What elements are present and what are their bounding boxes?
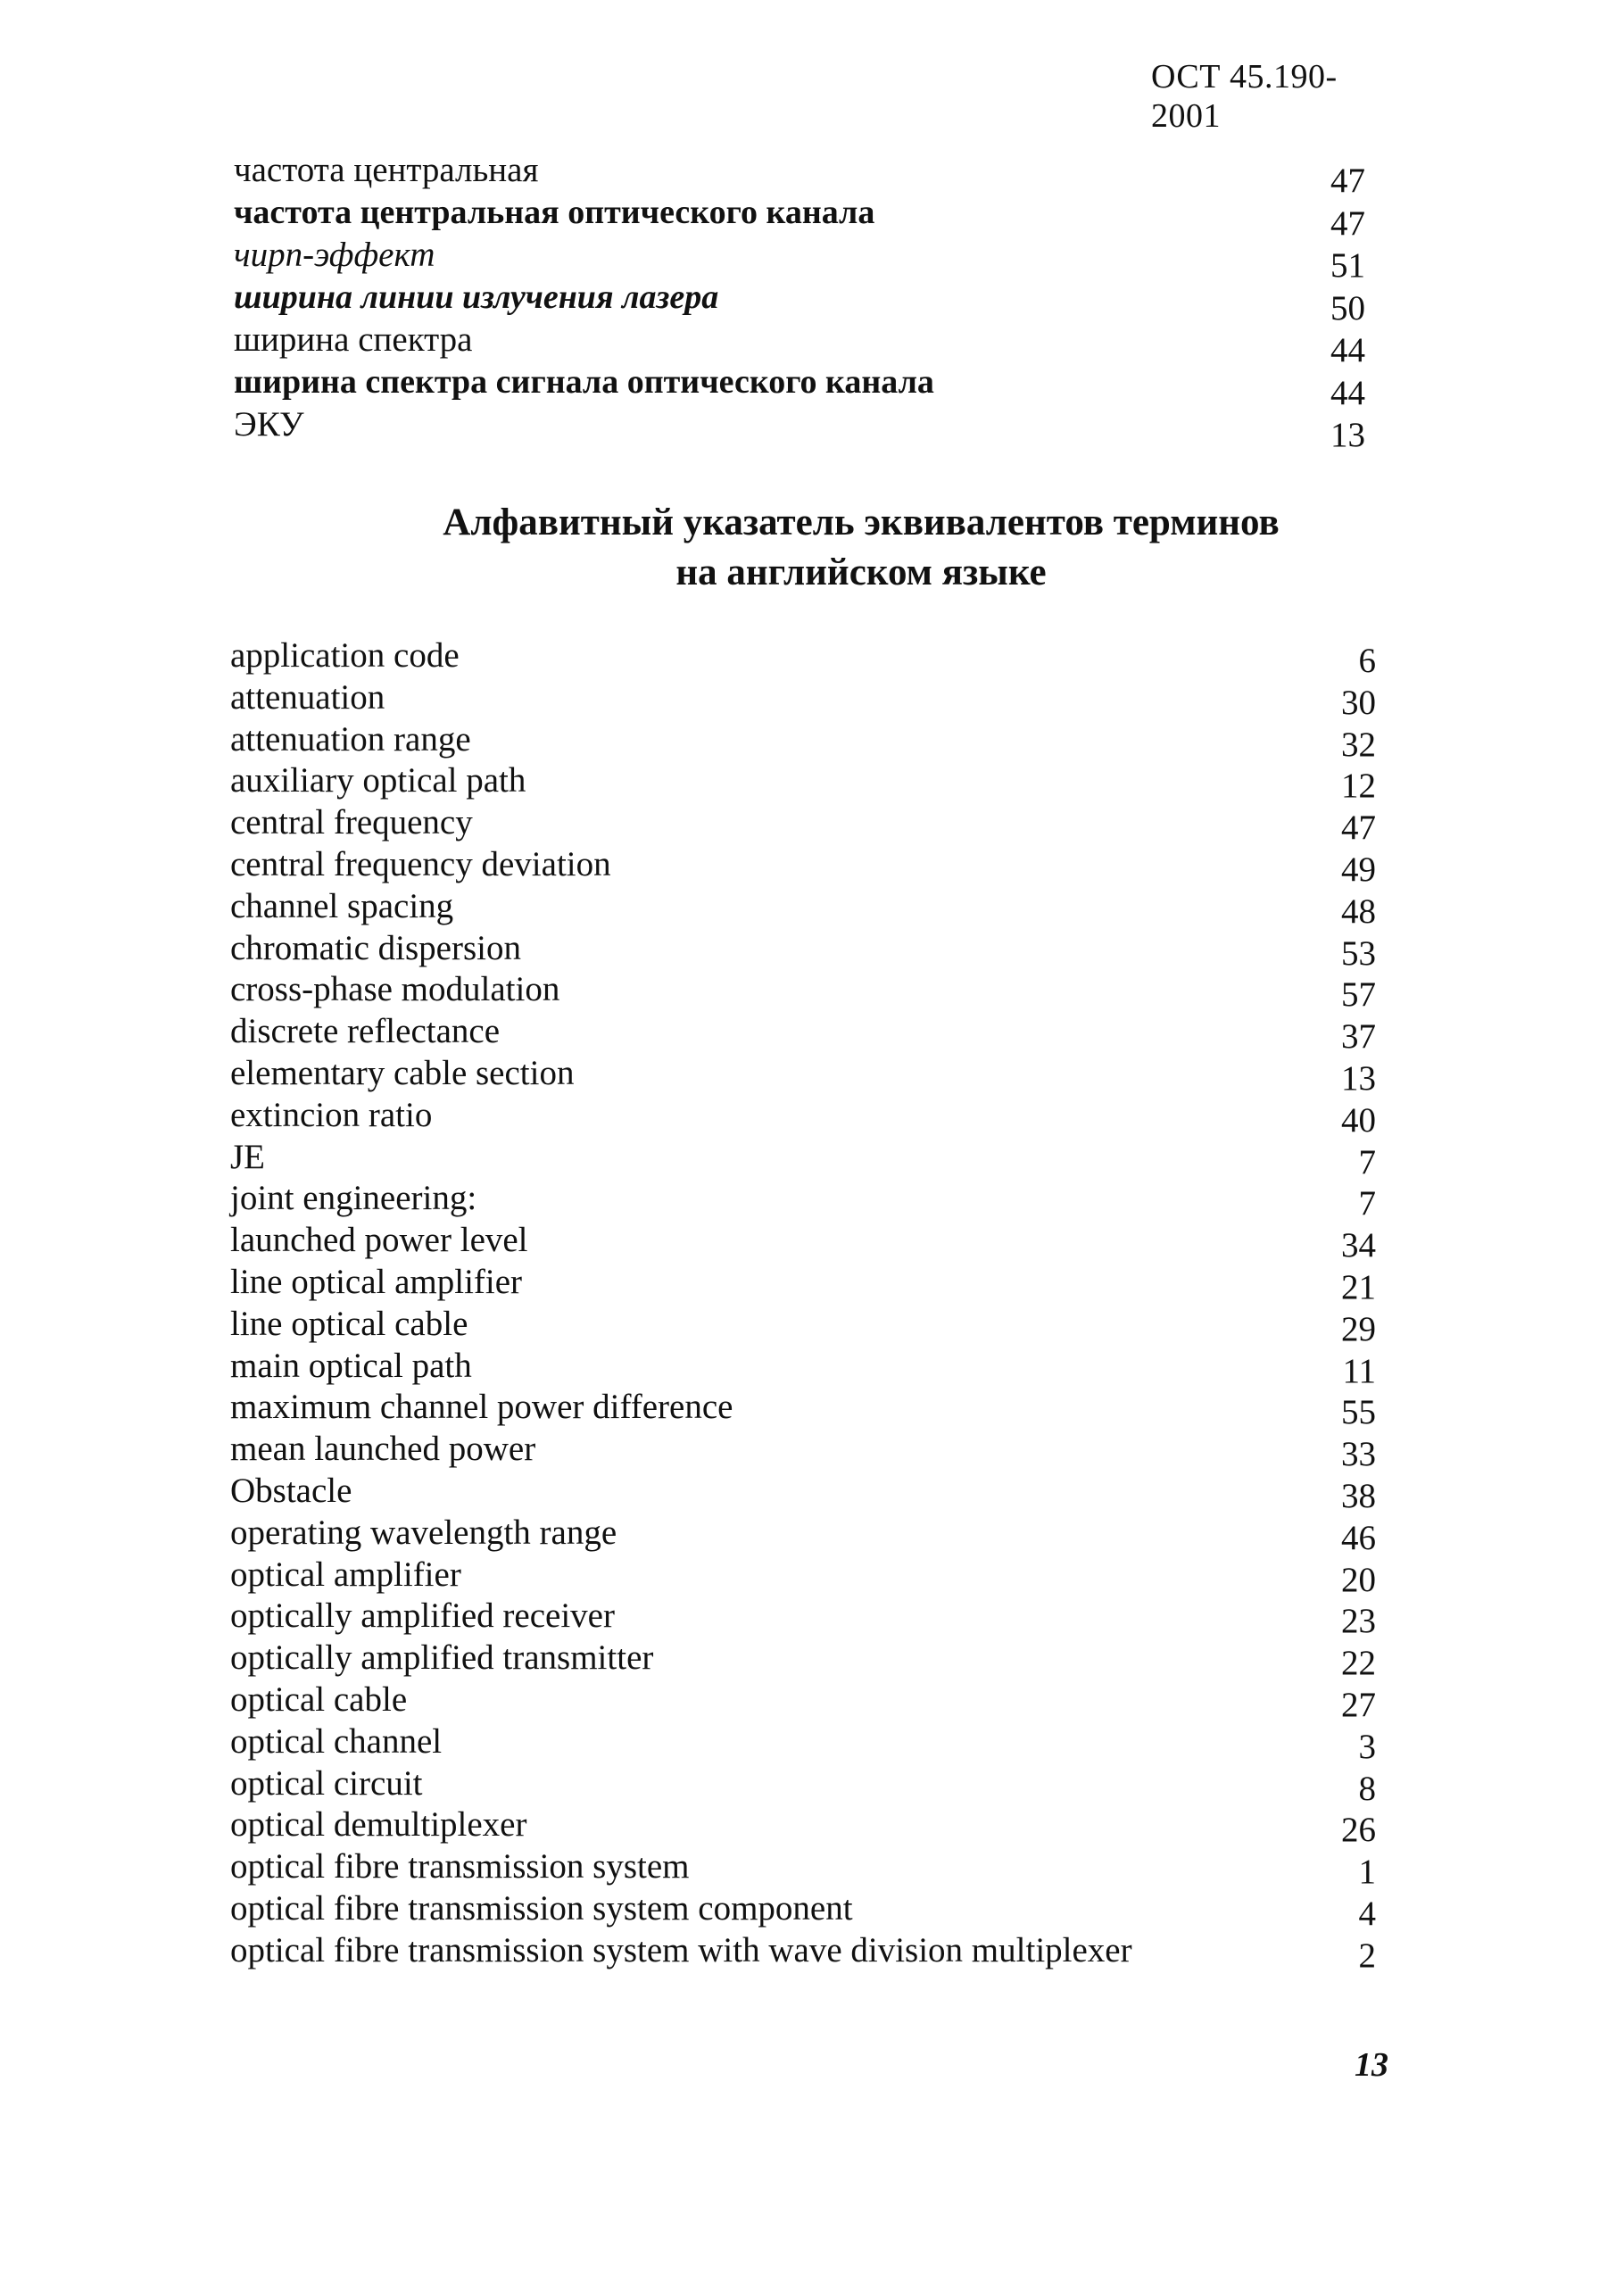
index-row: [0, 1304, 1624, 1346]
index-row: [0, 1679, 1624, 1724]
index-term: ЭКУ: [234, 405, 304, 444]
index-row: [0, 319, 1624, 369]
index-term-number: 20: [1341, 1560, 1376, 1599]
page-number: 13: [1355, 2046, 1388, 2084]
index-term-number: 50: [1330, 288, 1365, 328]
index-term-number: 33: [1341, 1435, 1376, 1474]
index-row: [0, 1721, 1624, 1766]
index-term-number: 47: [1341, 808, 1376, 848]
index-term: central frequency: [230, 803, 473, 842]
index-term-number: 48: [1341, 891, 1376, 931]
index-term: discrete reflectance: [230, 1012, 501, 1051]
index-term-number: 8: [1358, 1769, 1376, 1808]
index-row: [0, 1053, 1624, 1098]
index-row: [0, 1178, 1624, 1223]
index-term-number: 57: [1341, 975, 1376, 1015]
index-term-number: 46: [1341, 1518, 1376, 1557]
index-term-number: 23: [1341, 1602, 1376, 1641]
index-row: [0, 1346, 1624, 1388]
index-term: extincion ratio: [230, 1095, 433, 1134]
index-term-number: 2: [1358, 1936, 1376, 1975]
index-term: Obstacle: [230, 1471, 352, 1510]
index-term: attenuation range: [230, 719, 471, 759]
index-term-number: 13: [1341, 1058, 1376, 1098]
index-term: JE: [230, 1137, 265, 1176]
index-term: ширина спектра: [234, 320, 473, 359]
index-term: attenuation: [230, 677, 385, 717]
index-term-number: 34: [1341, 1226, 1376, 1265]
index-term: chromatic dispersion: [230, 928, 521, 967]
index-term: mean launched power: [230, 1430, 536, 1469]
index-term: line optical cable: [230, 1304, 468, 1343]
index-term-number: 44: [1330, 373, 1365, 412]
index-term: channel spacing: [230, 886, 454, 925]
index-row: [0, 1137, 1624, 1182]
index-term: optical channel: [230, 1721, 443, 1761]
document-code: ОСТ 45.190-2001: [1151, 58, 1338, 135]
index-term-number: 7: [1358, 1184, 1376, 1223]
index-term: line optical amplifier: [230, 1262, 523, 1301]
index-term-number: 6: [1358, 642, 1376, 680]
index-term-number: 40: [1341, 1100, 1376, 1140]
index-term-number: 22: [1341, 1644, 1376, 1683]
index-row: [0, 1387, 1624, 1432]
index-row: [0, 278, 1624, 328]
index-term-number: 29: [1341, 1309, 1376, 1348]
index-term: elementary cable section: [230, 1053, 575, 1092]
index-term: optical demultiplexer: [230, 1805, 527, 1845]
index-term: operating wavelength range: [230, 1513, 617, 1552]
index-row: [0, 802, 1624, 848]
index-row: [0, 1763, 1624, 1808]
index-row: [0, 635, 1624, 680]
index-term: частота центральная: [234, 151, 539, 189]
index-term: optical circuit: [230, 1763, 423, 1803]
index-row: [0, 362, 1624, 412]
index-term-number: 55: [1341, 1393, 1376, 1432]
index-term-number: 26: [1341, 1811, 1376, 1850]
index-term: optical fibre transmission system with wave division multiplexer: [230, 1930, 1132, 1969]
index-term-number: 47: [1330, 203, 1365, 243]
index-term-number: 11: [1342, 1351, 1376, 1390]
index-term-number: 38: [1341, 1476, 1376, 1515]
index-row: [0, 1011, 1624, 1057]
index-row: [0, 1429, 1624, 1474]
index-row: [0, 1095, 1624, 1140]
english-term-index: [0, 635, 1624, 1975]
section-heading-line: на английском языке: [675, 551, 1047, 593]
index-row: [0, 150, 1624, 200]
index-term: auxiliary optical path: [230, 761, 526, 800]
index-term-number: 30: [1341, 683, 1376, 722]
index-row: [0, 760, 1624, 806]
index-row: [0, 844, 1624, 889]
index-term-number: 49: [1341, 850, 1376, 889]
index-row: [0, 1555, 1624, 1599]
index-term-number: 51: [1330, 246, 1365, 285]
index-term-number: 44: [1330, 331, 1365, 369]
index-term: optical fibre transmission system component: [230, 1888, 853, 1928]
index-row: [0, 886, 1624, 931]
index-term: joint engineering:: [230, 1179, 477, 1218]
index-term-number: 27: [1341, 1685, 1376, 1724]
index-term-number: 4: [1358, 1894, 1376, 1933]
index-row: [0, 1846, 1624, 1892]
index-term: ширина спектра сигнала оптического канала: [234, 362, 934, 401]
index-row: [0, 1596, 1624, 1641]
index-row: [0, 1930, 1624, 1975]
index-row: [0, 1220, 1624, 1265]
index-term: частота центральная оптического канала: [234, 193, 875, 231]
index-row: [0, 193, 1624, 243]
index-term: launched power level: [230, 1221, 528, 1260]
index-row: [0, 404, 1624, 454]
index-term-number: 53: [1341, 933, 1376, 973]
index-row: [0, 235, 1624, 285]
index-term: optical amplifier: [230, 1555, 461, 1594]
index-term-number: 32: [1341, 725, 1376, 764]
index-term-number: 37: [1341, 1017, 1376, 1057]
index-row: [0, 969, 1624, 1015]
index-term-number: 47: [1330, 162, 1365, 200]
index-term: main optical path: [230, 1346, 472, 1385]
russian-term-index: [0, 150, 1624, 454]
index-term-number: 12: [1341, 767, 1376, 806]
index-row: [0, 1471, 1624, 1513]
index-term: optical cable: [230, 1679, 408, 1719]
section-heading: [0, 498, 1624, 598]
index-row: [0, 719, 1624, 764]
index-term-number: 13: [1330, 416, 1365, 454]
index-row: [0, 928, 1624, 973]
index-term: application code: [230, 636, 460, 675]
index-row: [0, 1513, 1624, 1555]
index-term-number: 7: [1358, 1142, 1376, 1182]
index-term: optically amplified receiver: [230, 1596, 615, 1636]
index-term-number: 3: [1358, 1727, 1376, 1766]
index-row: [0, 677, 1624, 722]
index-term: cross-phase modulation: [230, 970, 560, 1009]
index-term: central frequency deviation: [230, 844, 611, 883]
index-row: [0, 1262, 1624, 1304]
index-term: optical fibre transmission system: [230, 1847, 690, 1886]
section-heading-line: Алфавитный указатель эквивалентов терминов: [443, 502, 1280, 543]
index-term-number: 1: [1358, 1853, 1376, 1892]
index-term: maximum channel power difference: [230, 1388, 733, 1427]
index-term: чирп-эффект: [234, 236, 435, 274]
index-term: optically amplified transmitter: [230, 1638, 654, 1678]
index-term-number: 21: [1341, 1267, 1376, 1306]
index-row: [0, 1804, 1624, 1850]
index-row: [0, 1888, 1624, 1933]
index-term: ширина линии излучения лазера: [234, 278, 719, 316]
index-row: [0, 1638, 1624, 1683]
